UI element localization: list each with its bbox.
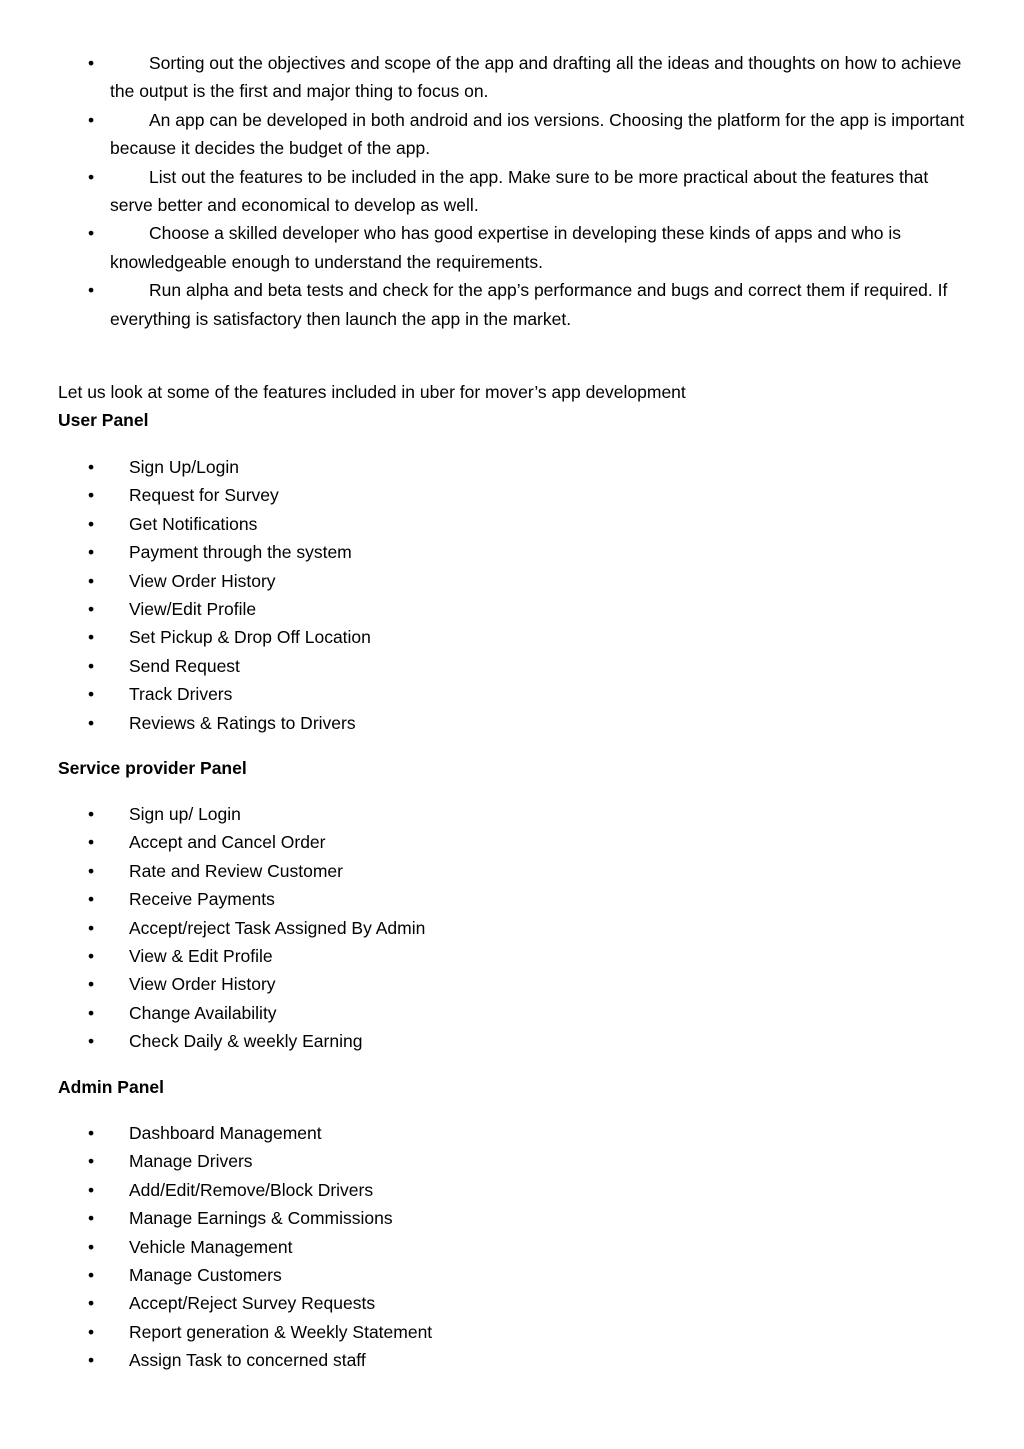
intro-item-text: Sorting out the objectives and scope of the app and drafting all the ideas and thoughts on how to achieve the output is the first and major thing to focus on.: [110, 53, 962, 102]
bullet-icon: •: [88, 804, 95, 824]
intro-item-text: Run alpha and beta tests and check for the app’s performance and bugs and correct them if required. If everything is satisfactory then launch the app in the market.: [110, 280, 948, 329]
user-panel-list: [0, 453, 371, 737]
list-item: [0, 1147, 432, 1175]
bullet-icon: •: [88, 974, 95, 995]
list-item: [0, 453, 371, 481]
list-item-label: View Order History: [129, 570, 276, 591]
list-item: [0, 999, 425, 1027]
intro-list-item: [0, 219, 970, 276]
admin-panel-heading: Admin Panel: [58, 1077, 164, 1097]
bullet-icon: •: [88, 946, 95, 967]
list-item: [0, 595, 371, 623]
list-item-label: Set Pickup & Drop Off Location: [129, 627, 371, 648]
list-item-label: Report generation & Weekly Statement: [129, 1321, 433, 1342]
list-item-label: Dashboard Management: [129, 1123, 322, 1143]
list-item: [0, 885, 425, 913]
bullet-icon: •: [88, 684, 95, 705]
bullet-icon: •: [88, 1151, 95, 1172]
intro-bullet-list: [0, 49, 970, 333]
bullet-icon: •: [88, 570, 95, 591]
list-item: [0, 1289, 432, 1317]
bullet-icon: •: [88, 1293, 95, 1314]
list-item: [0, 970, 425, 998]
list-item-label: Accept/reject Task Assigned By Admin: [129, 917, 426, 938]
intro-list-item: [0, 276, 970, 333]
list-item: [0, 942, 425, 970]
bullet-icon: •: [88, 655, 95, 676]
list-item-label: Manage Drivers: [129, 1151, 253, 1172]
list-item-label: Accept/Reject Survey Requests: [129, 1293, 376, 1314]
list-item: [0, 481, 371, 509]
bullet-icon: •: [88, 542, 95, 563]
bullet-icon: •: [88, 627, 95, 648]
list-item: [0, 623, 371, 651]
lead-paragraph: Let us look at some of the features included in uber for mover’s app development: [58, 382, 686, 402]
list-item: [0, 680, 371, 708]
bullet-icon: •: [88, 1321, 95, 1342]
list-item: [0, 567, 371, 595]
intro-item-text: An app can be developed in both android and ios versions. Choosing the platform for the app is important because it decides the budget of the app.: [110, 109, 965, 159]
intro-list-item: [0, 49, 970, 106]
service-provider-panel-heading: Service provider Panel: [58, 758, 247, 778]
bullet-icon: •: [88, 280, 95, 301]
list-item: [0, 709, 371, 737]
bullet-icon: •: [88, 513, 95, 534]
bullet-icon: •: [88, 917, 95, 938]
list-item: [0, 1119, 432, 1147]
bullet-icon: •: [88, 457, 95, 477]
bullet-icon: •: [88, 832, 95, 853]
list-item-label: Track Drivers: [129, 684, 233, 705]
intro-item-text: Choose a skilled developer who has good expertise in developing these kinds of apps and who is knowledgeable enough to understand the requirements.: [110, 223, 902, 272]
list-item: [0, 652, 371, 680]
bullet-icon: •: [88, 860, 95, 881]
list-item-label: Vehicle Management: [129, 1236, 293, 1257]
bullet-icon: •: [88, 599, 95, 620]
user-panel-heading: User Panel: [58, 410, 149, 430]
list-item: [0, 914, 425, 942]
bullet-icon: •: [88, 712, 95, 733]
list-item: [0, 1233, 432, 1261]
list-item-label: View & Edit Profile: [129, 946, 273, 967]
bullet-icon: •: [88, 1179, 95, 1200]
list-item: [0, 1318, 432, 1346]
list-item-label: Check Daily & weekly Earning: [129, 1031, 363, 1052]
list-item-label: Accept and Cancel Order: [129, 832, 326, 853]
bullet-icon: •: [88, 1265, 95, 1286]
bullet-icon: •: [88, 223, 95, 244]
list-item: [0, 1346, 432, 1374]
intro-item-text: List out the features to be included in the app. Make sure to be more practical about the features that serve better and economical to develop as well.: [110, 166, 929, 216]
bullet-icon: •: [88, 1236, 95, 1257]
bullet-icon: •: [88, 166, 95, 187]
bullet-icon: •: [88, 485, 95, 506]
bullet-icon: •: [88, 1123, 95, 1143]
list-item: [0, 857, 425, 885]
bullet-icon: •: [88, 889, 95, 910]
list-item: [0, 1204, 432, 1232]
list-item-label: Rate and Review Customer: [129, 860, 343, 881]
list-item-label: Get Notifications: [129, 513, 258, 534]
list-item: [0, 510, 371, 538]
intro-list-item: [0, 106, 970, 163]
intro-list-item: [0, 163, 970, 220]
list-item-label: Add/Edit/Remove/Block Drivers: [129, 1179, 374, 1200]
list-item-label: Change Availability: [129, 1002, 277, 1023]
list-item-label: Reviews & Ratings to Drivers: [129, 712, 356, 733]
list-item: [0, 800, 425, 828]
list-item-label: Manage Customers: [129, 1265, 282, 1286]
bullet-icon: •: [88, 109, 95, 130]
bullet-icon: •: [88, 53, 95, 73]
list-item-label: View/Edit Profile: [129, 599, 257, 620]
list-item: [0, 1027, 425, 1055]
list-item: [0, 1176, 432, 1204]
bullet-icon: •: [88, 1208, 95, 1229]
list-item-label: Manage Earnings & Commissions: [129, 1208, 393, 1229]
admin-panel-list: [0, 1119, 432, 1375]
list-item-label: Sign Up/Login: [129, 457, 239, 477]
list-item-label: Request for Survey: [129, 485, 279, 506]
list-item: [0, 828, 425, 856]
list-item-label: Assign Task to concerned staff: [129, 1350, 366, 1371]
bullet-icon: •: [88, 1350, 95, 1371]
list-item-label: Send Request: [129, 655, 240, 676]
list-item-label: Receive Payments: [129, 889, 275, 910]
bullet-icon: •: [88, 1002, 95, 1023]
list-item-label: Payment through the system: [129, 542, 352, 563]
list-item-label: View Order History: [129, 974, 276, 995]
list-item-label: Sign up/ Login: [129, 804, 241, 824]
service-provider-panel-list: [0, 800, 425, 1056]
bullet-icon: •: [88, 1031, 95, 1052]
list-item: [0, 538, 371, 566]
list-item: [0, 1261, 432, 1289]
